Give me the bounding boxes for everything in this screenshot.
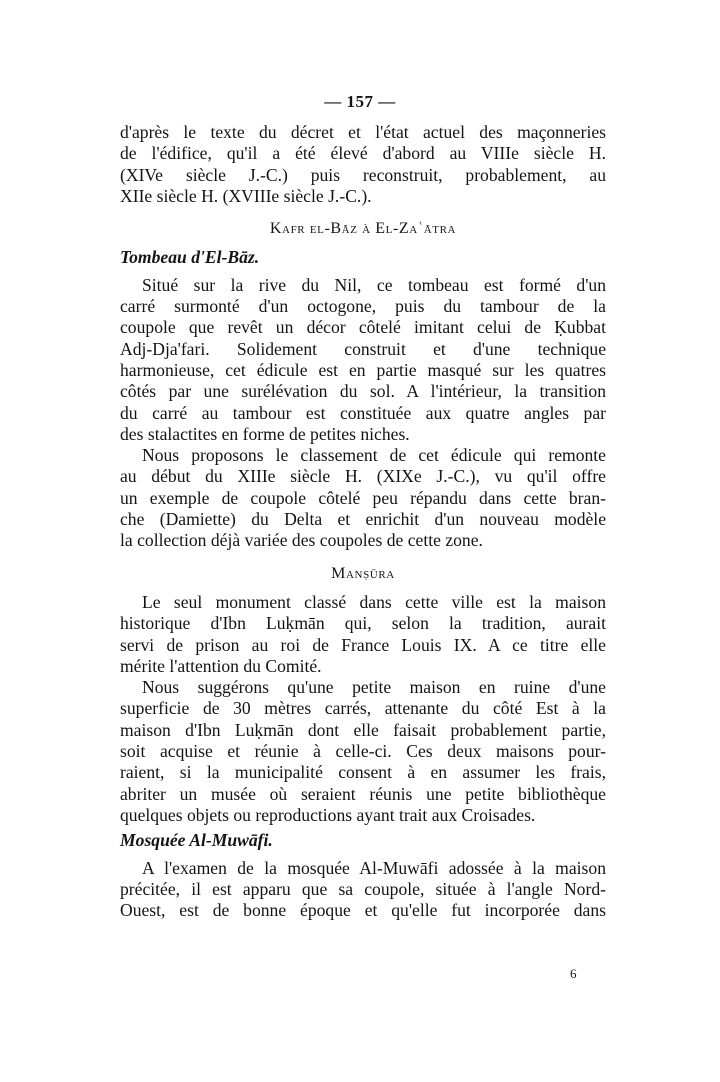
section-heading-kafr-el-baz: Kafr el-Bāz à El-Zaʿātra: [269, 220, 457, 238]
subheading-mosquee: Mosquée Al-Muwāfi.: [120, 830, 273, 851]
text-line: Nous suggérons qu'une petite maison en ruine d'une: [142, 677, 606, 698]
page-number: — 157 —: [324, 92, 396, 111]
text-line: quelques objets ou reproductions ayant trait aux Croisades.: [120, 804, 536, 825]
text-line: Ouest, est de bonne époque et qu'elle fut incorporée dans: [120, 900, 606, 921]
text-line: carré surmonté d'un octogone, puis du tambour de la: [120, 296, 606, 317]
signature-mark: 6: [570, 966, 577, 981]
text-line: au début du XIIIe siècle H. (XIXe J.-C.), vu qu'il offre: [120, 466, 606, 487]
text-line: la collection déjà variée des coupoles de cette zone.: [120, 530, 483, 551]
text-line: raient, si la municipalité consent à en assumer les frais,: [120, 762, 606, 783]
text-line: des stalactites en forme de petites niches.: [120, 423, 410, 444]
text-line: côtés par une surélévation du sol. A l'intérieur, la transition: [120, 381, 606, 402]
text-line: A l'examen de la mosquée Al-Muwāfi adossée à la maison: [142, 857, 606, 878]
text-line: che (Damiette) du Delta et enrichit d'un nouveau modèle: [120, 509, 606, 530]
page-text: [120, 122, 606, 921]
subheading-tombeau: Tombeau d'El-Bāz.: [120, 247, 260, 268]
text-line: Nous proposons le classement de cet édicule qui remonte: [142, 445, 606, 466]
text-line: soit acquise et réunie à celle-ci. Ces deux maisons pour-: [120, 741, 606, 762]
text-line: du carré au tambour est constituée aux quatre angles par: [120, 402, 606, 423]
text-line: Adj-Dja'fari. Solidement construit et d'une technique: [120, 338, 606, 359]
text-line: superficie de 30 mètres carrés, attenante du côté Est à la: [120, 698, 606, 719]
text-line: Situé sur la rive du Nil, ce tombeau est formé d'un: [142, 274, 606, 295]
text-line: un exemple de coupole côtelé peu répandu dans cette bran-: [120, 487, 606, 508]
text-line: mérite l'attention du Comité.: [120, 655, 322, 676]
text-line: historique d'Ibn Luḳmān qui, selon la tradition, aurait: [120, 613, 606, 634]
text-line: Le seul monument classé dans cette ville est la maison: [142, 591, 606, 612]
text-line: harmonieuse, cet édicule est en partie masqué sur les quatres: [120, 359, 606, 380]
text-line: précitée, il est apparu que sa coupole, située à l'angle Nord-: [120, 878, 606, 899]
text-line: de l'édifice, qu'il a été élevé d'abord au VIIIe siècle H.: [120, 143, 606, 164]
text-line: coupole que revêt un décor côtelé imitant celui de Ḳubbat: [120, 317, 606, 338]
text-line: maison d'Ibn Luḳmān dont elle faisait probablement partie,: [120, 719, 606, 740]
text-line: abriter un musée où seraient réunis une petite bibliothèque: [120, 783, 606, 804]
text-line: d'après le texte du décret et l'état actuel des maçonneries: [120, 122, 606, 142]
text-line: servi de prison au roi de France Louis IX. A ce titre elle: [120, 634, 606, 655]
section-heading-mansura: Manṣūra: [331, 564, 395, 582]
text-line: (XIVe siècle J.-C.) puis reconstruit, probablement, au: [120, 164, 606, 185]
text-line: XIIe siècle H. (XVIIIe siècle J.-C.).: [120, 185, 372, 206]
